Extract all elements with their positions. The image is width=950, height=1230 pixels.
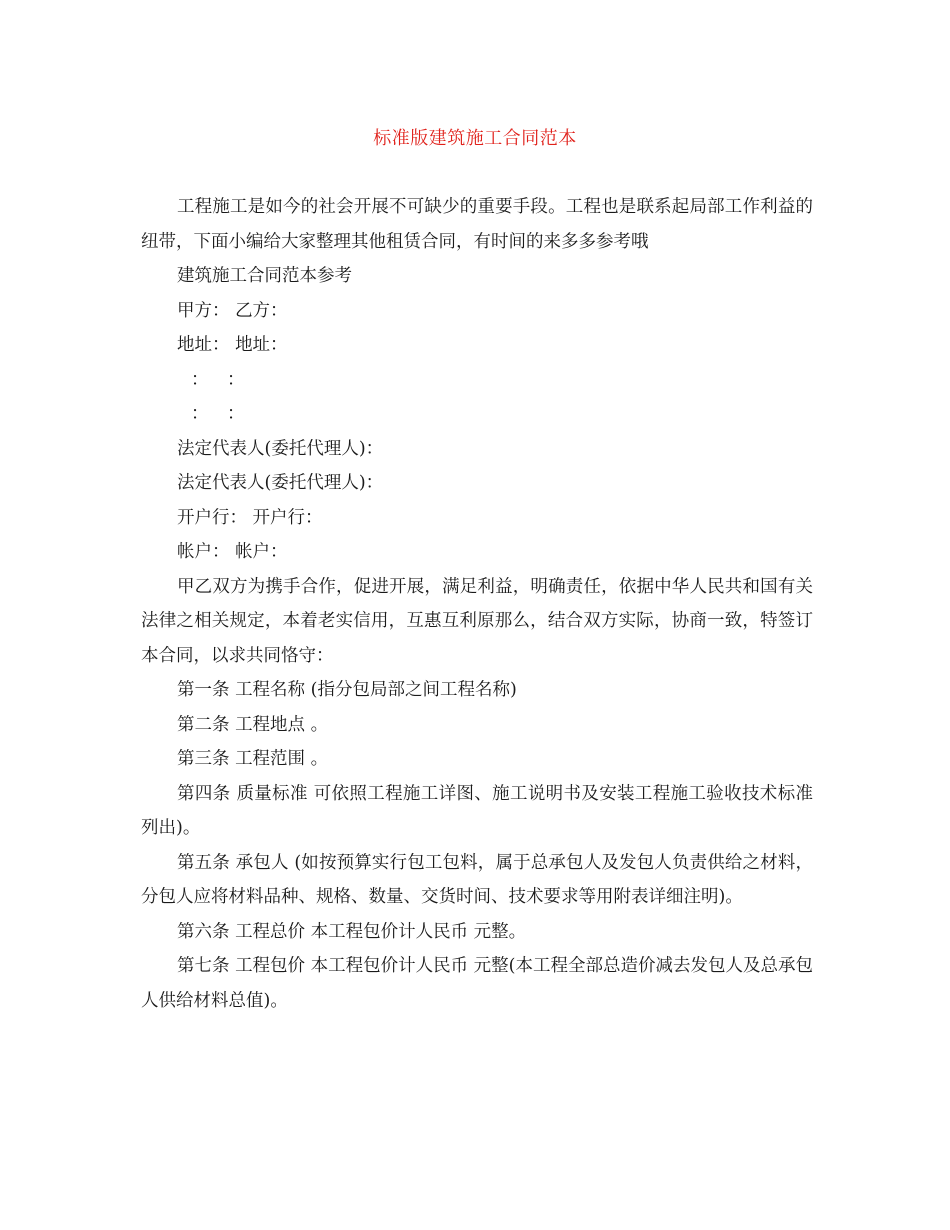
- blank-field-colon-right: ：: [227, 369, 245, 390]
- preamble-paragraph: 甲乙双方为携手合作，促进开展，满足利益，明确责任，依据中华人民共和国有关法律之相关规定，本着老实信用，互惠互利原那么，结合双方实际，协商一致，特签订本合同，以求共同恪守：: [141, 576, 813, 666]
- legal-rep-line: 法定代表人(委托代理人)：: [177, 438, 384, 459]
- article-7: 第七条 工程包价 本工程包价计人民币 元整(本工程全部总造价减去发包人及总承包人供给材料总值)。: [141, 956, 814, 1011]
- intro-paragraph: 工程施工是如今的社会开展不可缺少的重要手段。工程也是联系起局部工作利益的纽带，下面小编给大家整理其他租赁合同，有时间的来多多参考哦: [141, 197, 813, 252]
- article-6: 第六条 工程总价 本工程包价计人民币 元整。: [177, 921, 527, 942]
- blank-field-colon-left: ：: [191, 404, 209, 424]
- blank-field-line: [141, 363, 813, 398]
- party-line: 甲方： 乙方：: [177, 300, 288, 321]
- account-line: 帐户： 帐户：: [177, 542, 288, 562]
- blank-field-colon-right: ：: [227, 404, 245, 424]
- article-4: 第四条 质量标准 可依照工程施工详图、施工说明书及安装工程施工验收技术标准列出)。: [141, 783, 813, 838]
- article-1: 第一条 工程名称 (指分包局部之间工程名称): [177, 680, 517, 700]
- blank-field-line: [141, 397, 813, 432]
- document-body: [141, 190, 813, 1018]
- article-3: 第三条 工程范围 。: [177, 749, 329, 769]
- article-2: 第二条 工程地点 。: [177, 714, 329, 735]
- subtitle-line: 建筑施工合同范本参考: [177, 266, 352, 286]
- blank-field-colon-left: ：: [191, 369, 209, 390]
- legal-rep-line: 法定代表人(委托代理人)：: [177, 473, 384, 493]
- address-line: 地址： 地址：: [177, 335, 288, 355]
- article-5: 第五条 承包人 (如按预算实行包工包料，属于总承包人及发包人负责供给之材料，分包人应将材料品种、规格、数量、交货时间、技术要求等用附表详细注明)。: [141, 852, 813, 907]
- document-title: 标准版建筑施工合同范本: [373, 128, 577, 149]
- bank-line: 开户行： 开户行：: [177, 507, 323, 528]
